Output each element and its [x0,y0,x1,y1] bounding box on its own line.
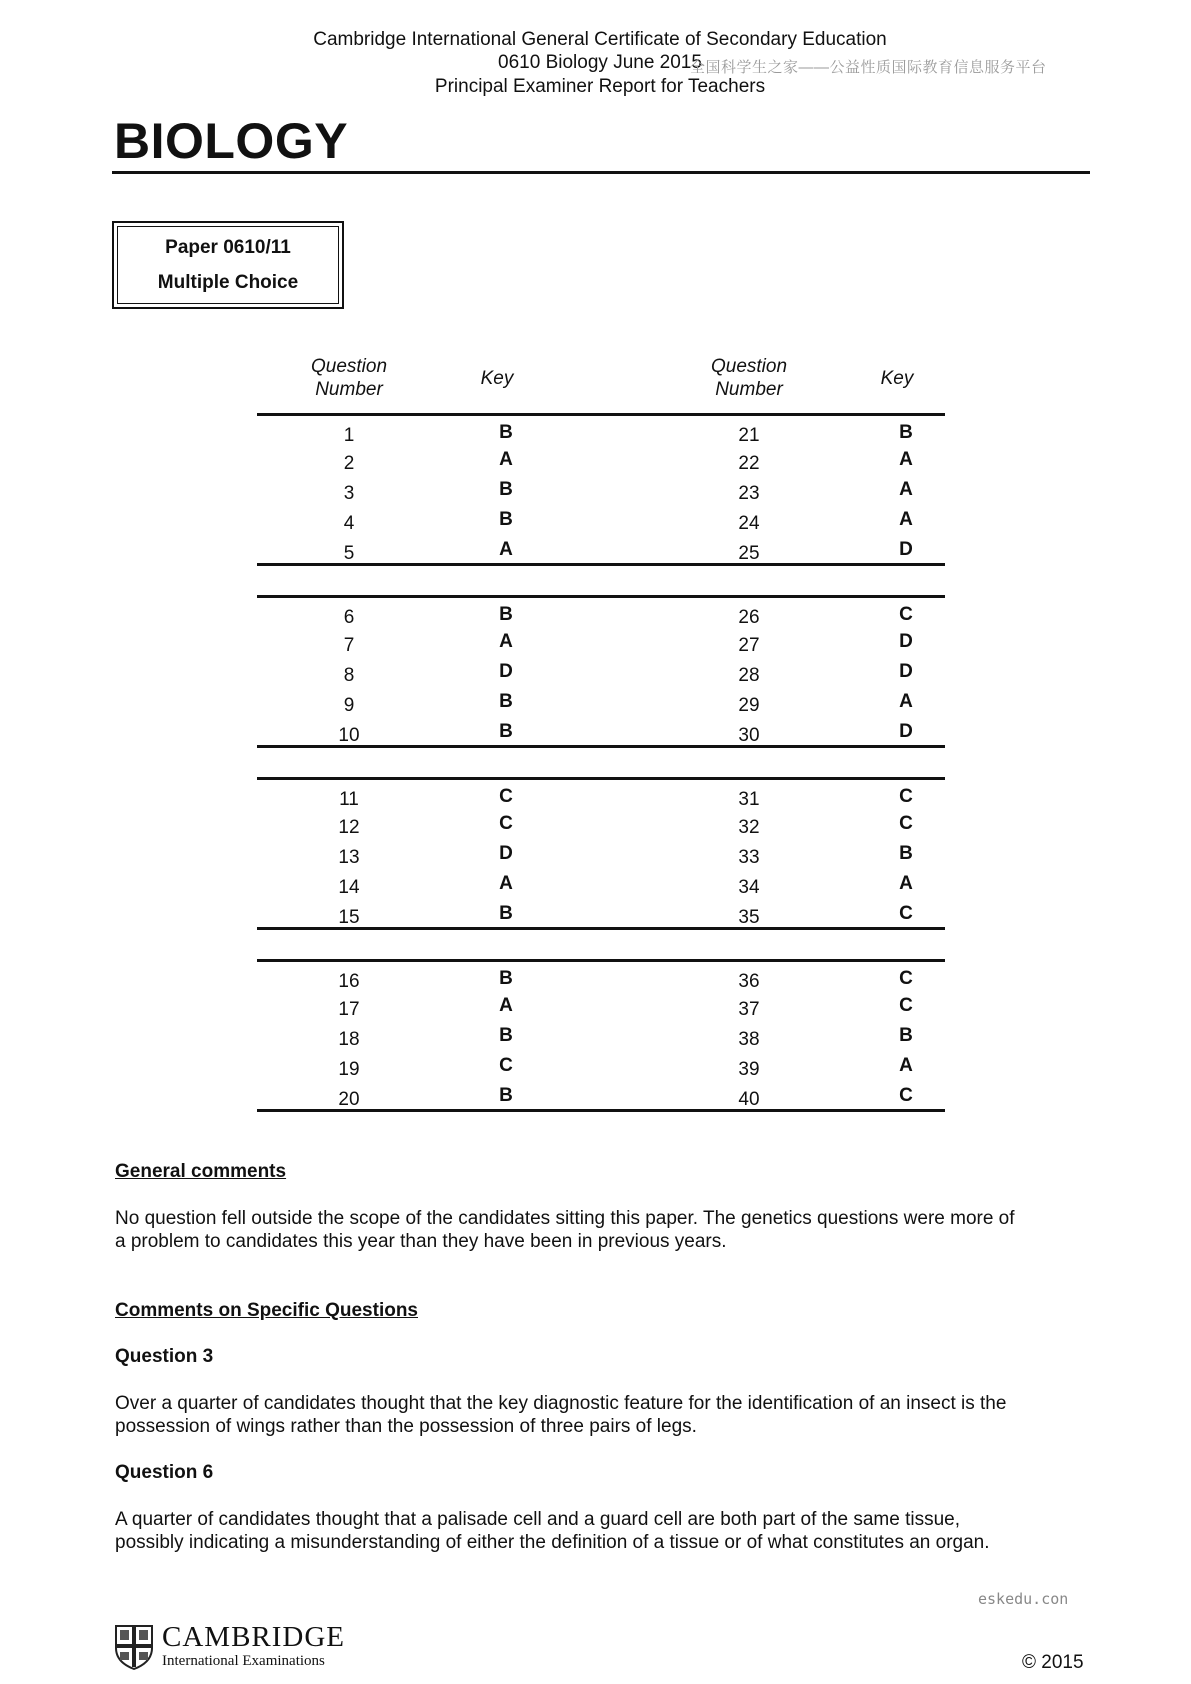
question-number: 13 [338,847,360,868]
question-number: 26 [738,607,760,628]
copyright-text: © 2015 [1022,1652,1084,1673]
footer-site-text: eskedu.con [978,1590,1069,1608]
question-number: 6 [343,607,355,628]
answer-key: C [899,1085,913,1106]
question-number: 20 [338,1089,360,1110]
title-divider [112,171,1090,174]
question-number: 24 [738,513,760,534]
logo-sub-text: International Examinations [162,1653,325,1669]
answer-key: B [499,903,513,924]
question-number: 23 [738,483,760,504]
answer-key: A [499,539,513,560]
question-number: 19 [338,1059,360,1080]
page-title: BIOLOGY [114,113,349,169]
answer-key: D [499,661,513,682]
answer-key: B [499,968,513,989]
answer-key: B [499,691,513,712]
answer-key: C [899,968,913,989]
answer-key: C [899,903,913,924]
question-number: 5 [343,543,355,564]
question-number: 33 [738,847,760,868]
column-header-question-right: Question Number [710,356,788,400]
question-number: 12 [338,817,360,838]
question-number: 36 [738,971,760,992]
answer-key: D [899,631,913,652]
answer-key: B [499,721,513,742]
question-number: 17 [338,999,360,1020]
question-number: 37 [738,999,760,1020]
answer-key: C [499,1055,513,1076]
general-comments-text: No question fell outside the scope of the candidates sitting this paper. The genetics questions were more of a problem to candidates this year than they have been in previous years. [115,1208,1015,1252]
group-top-rule [257,959,945,962]
question-number: 1 [343,425,355,446]
answer-key: D [899,721,913,742]
answer-key: B [899,422,913,443]
answer-key: D [899,661,913,682]
question-number: 3 [343,483,355,504]
question-number: 15 [338,907,360,928]
answer-key: A [499,873,513,894]
question-number: 25 [738,543,760,564]
question-number: 40 [738,1089,760,1110]
answer-key: B [499,509,513,530]
general-comments-heading: General comments [115,1161,287,1182]
answer-key: A [499,631,513,652]
question-number: 31 [738,789,760,810]
column-header-key-right: Key [880,368,914,389]
answer-key: B [499,479,513,500]
answer-key: A [899,873,913,894]
column-header-question-left: Question Number [310,356,388,400]
question-number: 11 [339,789,359,810]
answer-key: C [899,786,913,807]
header-line-3: Principal Examiner Report for Teachers [434,76,766,97]
question-number: 35 [738,907,760,928]
answer-key: C [499,813,513,834]
question-6-heading: Question 6 [115,1462,214,1483]
question-number: 27 [738,635,760,656]
answer-key: A [899,479,913,500]
answer-key: A [899,509,913,530]
specific-comments-heading: Comments on Specific Questions [115,1300,418,1321]
watermark-text: 全国科学生之家——公益性质国际教育信息服务平台 [690,59,1047,76]
answer-key: B [899,1025,913,1046]
paper-box [112,221,344,309]
question-number: 8 [343,665,355,686]
question-number: 29 [738,695,760,716]
question-number: 38 [738,1029,760,1050]
question-number: 21 [738,425,760,446]
question-6-text: A quarter of candidates thought that a palisade cell and a guard cell are both part of the same tissue, possibly indicating a misunderstanding of either the definition of a tissue or of what constitutes an organ. [115,1509,990,1553]
answer-key: A [499,995,513,1016]
question-number: 32 [738,817,760,838]
question-number: 18 [338,1029,360,1050]
question-number: 34 [738,877,760,898]
cambridge-logo [114,1623,345,1670]
column-header-key-left: Key [480,368,514,389]
answer-key: B [499,1085,513,1106]
group-top-rule [257,595,945,598]
answer-key: C [899,604,913,625]
question-number: 2 [343,453,355,474]
group-top-rule [257,777,945,780]
answer-key: B [499,1025,513,1046]
question-number: 4 [343,513,355,534]
question-3-heading: Question 3 [115,1346,214,1367]
answer-key: B [499,422,513,443]
paper-type: Multiple Choice [157,272,299,293]
question-number: 9 [343,695,355,716]
answer-key: D [499,843,513,864]
question-number: 22 [738,453,760,474]
question-number: 7 [343,635,355,656]
logo-main-text: CAMBRIDGE [162,1621,346,1653]
question-3-text: Over a quarter of candidates thought that the key diagnostic feature for the identification of an insect is the possession of wings rather than the possession of three pairs of legs. [115,1393,1007,1437]
cambridge-crest-icon [114,1624,154,1670]
answer-key: A [499,449,513,470]
answer-key: C [499,786,513,807]
answer-key: A [899,691,913,712]
question-number: 28 [738,665,760,686]
answer-key: C [899,813,913,834]
paper-code: Paper 0610/11 [165,237,291,258]
answer-key: A [899,1055,913,1076]
answer-key: C [899,995,913,1016]
question-number: 14 [338,877,360,898]
question-number: 39 [738,1059,760,1080]
question-number: 30 [738,725,760,746]
answer-key: B [499,604,513,625]
question-number: 16 [338,971,360,992]
header-line-1: Cambridge International General Certificate of Secondary Education [313,29,887,50]
group-top-rule [257,413,945,416]
question-number: 10 [338,725,360,746]
answer-key: B [899,843,913,864]
answer-key: A [899,449,913,470]
header-line-2: 0610 Biology June 2015 [498,52,702,73]
answer-key: D [899,539,913,560]
